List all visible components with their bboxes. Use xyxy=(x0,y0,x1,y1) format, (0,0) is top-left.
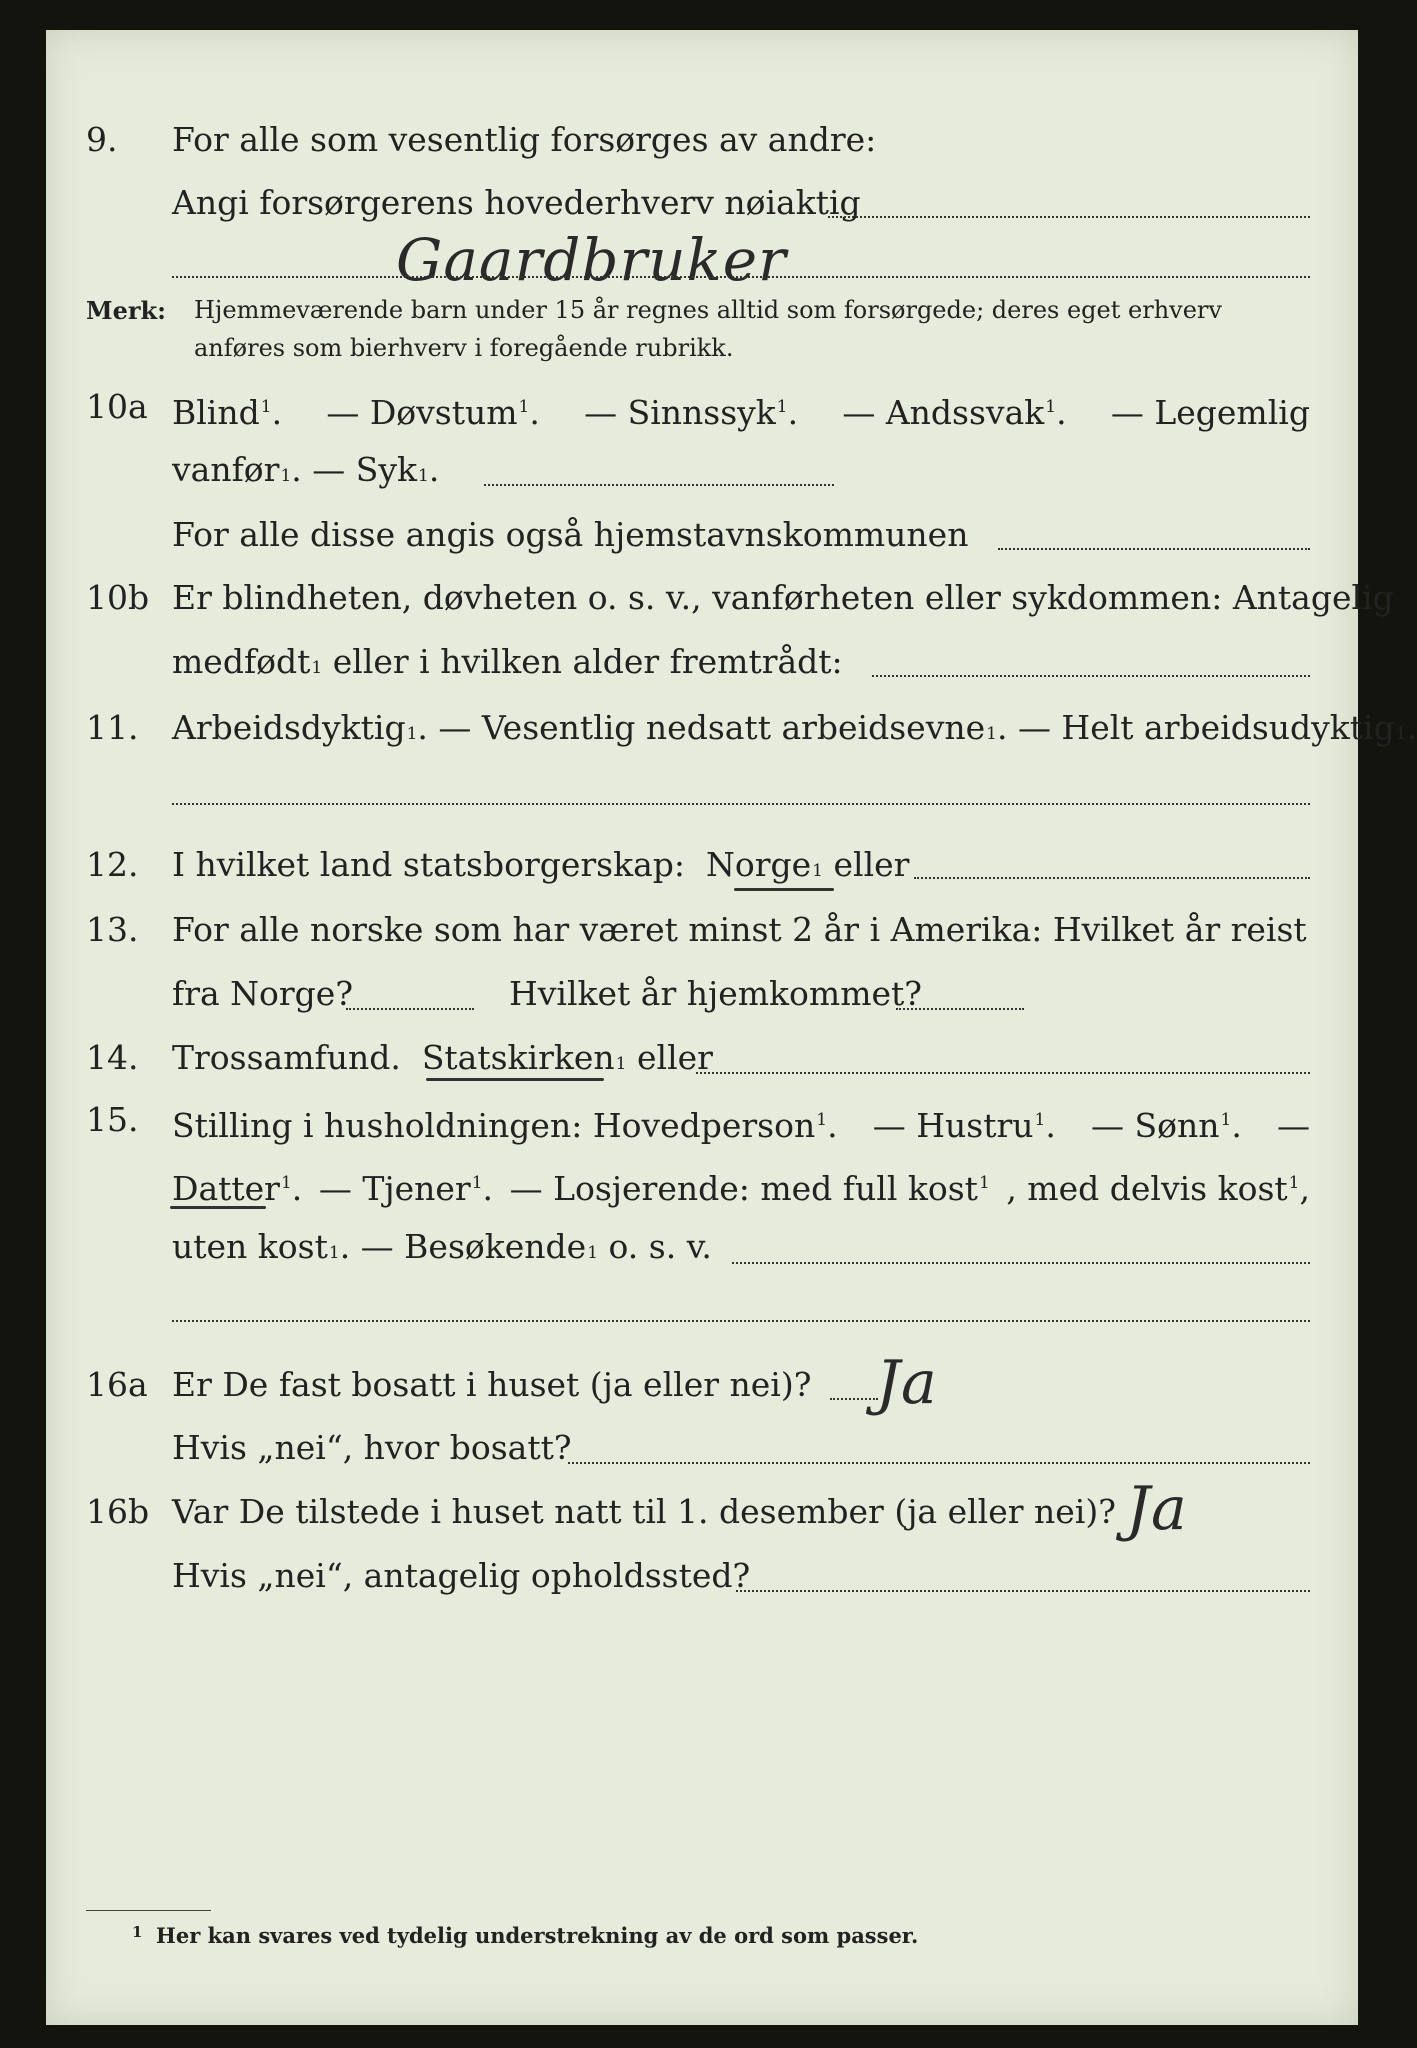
handwritten-answer: Ja xyxy=(1126,1474,1188,1544)
option-legemlig: — Legemlig xyxy=(1110,393,1310,432)
answer-line xyxy=(914,877,1310,879)
census-form-page: 9. For alle som vesentlig forsørges av andre: Angi forsørgerens hovederhverv nøiaktig Gaardbruker Merk: Hjemmeværende barn under 15 år regnes alltid som forsørgede; deres eget erhverv anføres som bierhverv i foregående rubrikk. 10a Blind$^1$. — Døvstum$^1$. — Sinnssyk$^1$. — Andssvak$^1$. — Legemlig vanfør 1 . — Syk 1 . For alle disse angis også hjemstavnskommunen 10b Er blindheten, døvheten o. s. v., vanførheten eller sykdommen: Antagelig medfødt 1 eller i hvilken alder fremtrådt: 11. Arbeidsdyktig 1 . — Vesentlig nedsatt arbeidsevne 1 . — Helt arbeidsudyktig 1 . 12. I hvilket land statsborgerskap: Norge 1 eller 13. For alle norske som har været minst 2 år i Amerika: Hvilket år reist fra Norge? Hvilket år hjemkommet? 14. Trossamfund. Statskirken 1 eller 15. Stilling i husholdningen: Hovedperson$^1$. — Hustru$^1$. — Sønn$^1$. — Datter$^1$. — Tjener$^1$. — Losjerende: med full kost$^1$ , med delvis kost$^1$, uten kost 1 . — Besøkende 1 o. s. v. 16a Er De fast bosatt i huset (ja eller nei)? Ja Hvis „nei“, hvor bosatt? 16b Var De tilstede i huset natt til 1. desember (ja eller nei)? Ja Hvis „nei“, antagelig opholdssted? 1 Her kan svares ved tydelig understrekning av de ord som passer. xyxy=(46,30,1358,2025)
question-text xyxy=(172,387,1310,433)
answer-line xyxy=(830,1398,878,1400)
answer-line xyxy=(732,1262,1310,1264)
question-text: For alle som vesentlig forsørges av andre: xyxy=(172,120,877,159)
answer-line xyxy=(872,675,1310,677)
footnote-text: Her kan svares ved tydelig understrekning av de ord som passer. xyxy=(156,1923,919,1948)
answer-datter: Datter xyxy=(172,1169,280,1208)
option-andssvak: — Andssvak$^1$. xyxy=(842,393,1067,432)
note-label: Merk: xyxy=(86,296,166,325)
option-blind: Blind$^1$. xyxy=(172,393,283,432)
note-text-line2: anføres som bierhverv i foregående rubrikk. xyxy=(194,334,734,362)
answer-norge: Norge xyxy=(706,845,812,884)
answer-line xyxy=(346,1008,474,1010)
footnote-rule xyxy=(86,1910,211,1911)
note-text-line1: Hjemmeværende barn under 15 år regnes alltid som forsørgede; deres eget erhverv xyxy=(194,296,1222,324)
answer-line xyxy=(736,1590,1310,1592)
answer-line xyxy=(172,803,1310,805)
underline-mark xyxy=(734,888,834,891)
answer-line xyxy=(568,1462,1310,1464)
handwritten-answer: Gaardbruker xyxy=(396,226,787,294)
question-text: Angi forsørgerens hovederhverv nøiaktig xyxy=(172,183,861,222)
underline-mark xyxy=(170,1206,266,1209)
handwritten-answer: Ja xyxy=(876,1348,938,1418)
footnote xyxy=(132,1923,919,1948)
answer-line xyxy=(828,216,1310,218)
answer-statskirken: Statskirken xyxy=(421,1038,615,1077)
question-number: 9. xyxy=(86,120,118,159)
answer-line xyxy=(484,484,834,486)
option-dovstum: — Døvstum$^1$. xyxy=(326,393,540,432)
answer-line xyxy=(172,276,1310,278)
answer-line xyxy=(696,1072,1310,1074)
underline-mark xyxy=(426,1078,604,1081)
option-sinnssyk: — Sinnssyk$^1$. xyxy=(584,393,799,432)
footnote-mark: 1 xyxy=(132,1923,143,1941)
answer-line xyxy=(896,1008,1024,1010)
answer-line xyxy=(998,548,1310,550)
question-number: 10a xyxy=(86,387,148,426)
answer-line xyxy=(172,1320,1310,1322)
